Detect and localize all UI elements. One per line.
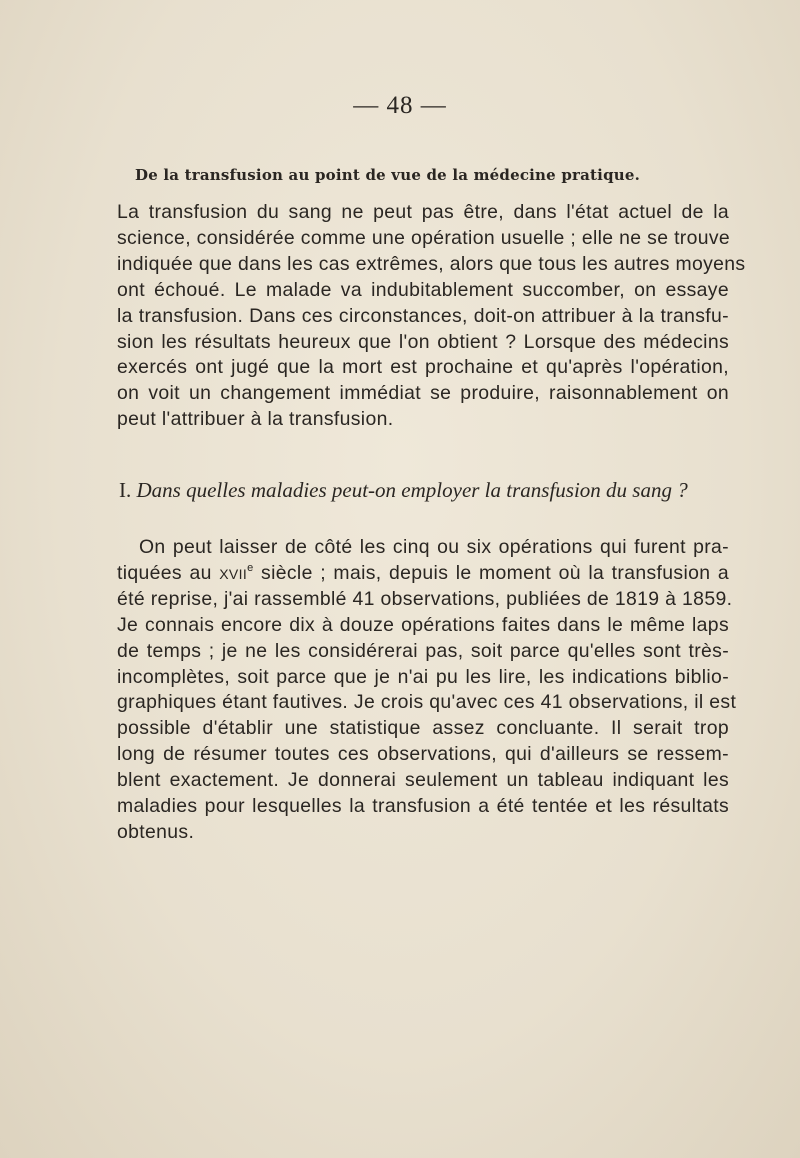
text-line: la transfusion. Dans ces circonstances, doit-on attribuer à la transfu- bbox=[117, 304, 729, 327]
text-line: long de résumer toutes ces observations, qui d'ailleurs se ressem- bbox=[117, 743, 729, 766]
text-line: incomplètes, soit parce que je n'ai pu les lire, les indications biblio- bbox=[117, 665, 729, 688]
subsection-question: Dans quelles maladies peut-on employer la transfusion du sang ? bbox=[136, 478, 688, 502]
text-line: on voit un changement immédiat se produire, raisonnablement on bbox=[117, 382, 729, 405]
text-line bbox=[117, 561, 729, 587]
text-line: peut l'attribuer à la transfusion. bbox=[117, 408, 394, 431]
text-line: ont échoué. Le malade va indubitablement succomber, on essaye bbox=[117, 278, 729, 301]
text-line: exercés ont jugé que la mort est prochaine et qu'après l'opération, bbox=[117, 356, 729, 379]
text-line: On peut laisser de côté les cinq ou six opérations qui furent pra- bbox=[139, 536, 729, 558]
text-line: graphiques étant fautives. Je crois qu'avec ces 41 observations, il est bbox=[117, 691, 737, 714]
paragraph-intro bbox=[117, 200, 746, 433]
page-number: — 48 — bbox=[353, 92, 447, 119]
text-fragment: siècle ; mais, depuis le moment où la transfusion a bbox=[253, 561, 729, 584]
text-line: été reprise, j'ai rassemblé 41 observations, publiées de 1819 à 1859. bbox=[117, 587, 733, 610]
text-line: possible d'établir une statistique assez concluante. Il serait trop bbox=[117, 717, 729, 740]
text-line: indiquée que dans les cas extrêmes, alors que tous les autres moyens bbox=[117, 252, 746, 275]
subsection-heading bbox=[119, 478, 688, 503]
subsection-number: I. bbox=[119, 478, 132, 502]
text-line: blent exactement. Je donnerai seulement un tableau indiquant les bbox=[117, 769, 729, 792]
text-line: sion les résultats heureux que l'on obtient ? Lorsque des médecins bbox=[117, 330, 729, 353]
paragraph-observations bbox=[117, 535, 737, 846]
text-line: Je connais encore dix à douze opérations faites dans le même laps bbox=[117, 613, 729, 636]
text-line: obtenus. bbox=[117, 820, 195, 843]
text-line: de temps ; je ne les considérerai pas, soit parce qu'elles sont très- bbox=[117, 639, 729, 662]
superscript: e bbox=[247, 561, 254, 574]
text-line: science, considérée comme une opération usuelle ; elle ne se trouve bbox=[117, 226, 731, 249]
text-line: La transfusion du sang ne peut pas être, dans l'état actuel de la bbox=[117, 201, 729, 223]
text-fragment: tiquées au bbox=[117, 561, 220, 584]
century-numeral: xvii bbox=[219, 561, 248, 584]
text-line: maladies pour lesquelles la transfusion a été tentée et les résultats bbox=[117, 795, 729, 818]
section-heading: De la transfusion au point de vue de la médecine pratique. bbox=[135, 166, 641, 184]
